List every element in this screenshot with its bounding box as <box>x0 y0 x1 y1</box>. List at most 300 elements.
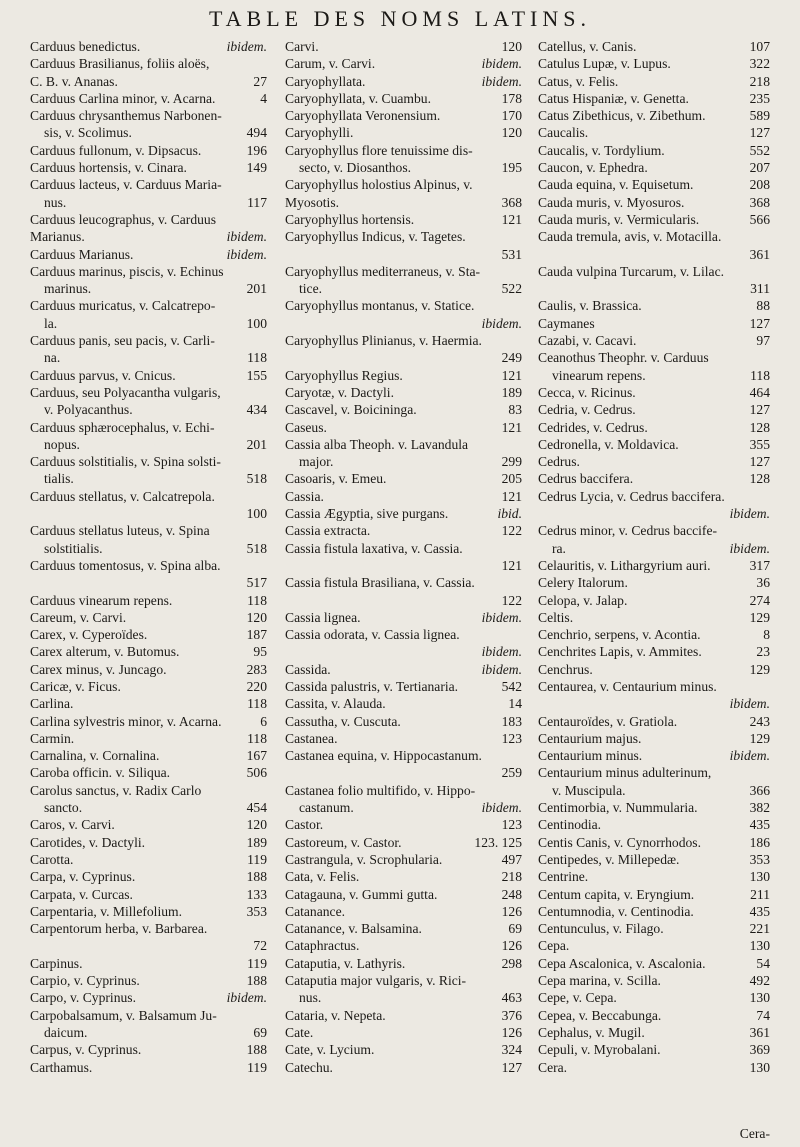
entry-name: v. Polyacanthus. <box>44 402 133 418</box>
index-entry <box>285 436 522 453</box>
entry-name: Celtis. <box>538 609 574 625</box>
index-entry <box>285 540 522 557</box>
index-entry <box>30 609 267 626</box>
entry-name: nus. <box>299 990 322 1006</box>
index-entry <box>538 522 770 539</box>
entry-page <box>263 176 267 193</box>
index-entry <box>285 401 522 418</box>
entry-name: Caroba officin. v. Siliqua. <box>30 765 171 781</box>
index-entry <box>538 332 770 349</box>
entry-page <box>766 263 770 280</box>
entry-name: Cera. <box>538 1059 568 1075</box>
entry-name <box>538 280 746 297</box>
index-entry <box>30 55 267 72</box>
index-entry <box>30 834 267 851</box>
entry-page: 566 <box>749 211 770 227</box>
entry-name: Caryophyllus holostius Alpinus, v. <box>285 177 473 193</box>
entry-name: Carvi. <box>285 39 319 54</box>
entry-name: Cataputia, v. Lathyris. <box>285 955 406 971</box>
entry-name: Cataputia major vulgaris, v. Rici- <box>285 973 467 989</box>
entry-name: Cenchrites Lapis, v. Ammites. <box>538 644 702 660</box>
entry-page: 123. 125 <box>474 834 522 850</box>
entry-name <box>538 246 746 263</box>
entry-name: Carduus Brasilianus, foliis aloës, <box>30 56 210 72</box>
entry-page <box>263 453 267 470</box>
index-entry <box>285 816 522 833</box>
entry-page: 8 <box>763 627 770 643</box>
entry-name: Carduus marinus, piscis, v. Echinus <box>30 263 224 279</box>
entry-name: Centaurium minus adulterinum, <box>538 765 712 781</box>
index-entry <box>538 661 770 678</box>
index-entry <box>285 522 522 539</box>
index-entry <box>30 1007 267 1024</box>
entry-name <box>285 764 498 781</box>
index-entry <box>538 626 770 643</box>
entry-name: marinus. <box>44 281 92 297</box>
entry-name: Castanea folio multifido, v. Hippo- <box>285 782 476 798</box>
entry-name: v. Muscipula. <box>552 782 626 798</box>
entry-name: Cataphractus. <box>285 938 360 954</box>
entry-name: Cassutha, v. Cuscuta. <box>285 713 401 729</box>
entry-page: ibidem. <box>481 609 522 625</box>
entry-name: Caryophyllus Regius. <box>285 367 403 383</box>
entry-page: 120 <box>246 817 267 833</box>
entry-page: 196 <box>246 142 267 158</box>
entry-page: 506 <box>246 765 267 781</box>
index-entry <box>30 297 267 314</box>
entry-page <box>518 142 522 159</box>
entry-page: ibidem. <box>729 696 770 712</box>
index-entry <box>538 505 770 522</box>
entry-page: 368 <box>749 194 770 210</box>
entry-page: 119 <box>247 1059 267 1075</box>
index-entry <box>538 470 770 487</box>
entry-page: 355 <box>749 436 770 452</box>
entry-name: Celopa, v. Jalap. <box>538 592 628 608</box>
entry-name: secto, v. Diosanthos. <box>299 160 412 176</box>
entry-name: Cephalus, v. Mugil. <box>538 1024 645 1040</box>
entry-name: Castanea. <box>285 730 338 746</box>
entry-name: Cassia extracta. <box>285 523 371 539</box>
entry-page: ibidem. <box>226 246 267 262</box>
entry-name: Carpata, v. Curcas. <box>30 886 133 902</box>
index-entry <box>285 453 522 470</box>
entry-page: 205 <box>501 471 522 487</box>
entry-name: Cepe, v. Cepa. <box>538 990 617 1006</box>
entry-name: Centumnodia, v. Centinodia. <box>538 903 694 919</box>
index-entry <box>538 263 770 280</box>
entry-name: Cenchrio, serpens, v. Acontia. <box>538 627 701 643</box>
entry-name: Carduus stellatus luteus, v. Spina <box>30 523 210 539</box>
index-entry <box>538 678 770 695</box>
entry-name: Centaurium majus. <box>538 730 642 746</box>
index-entry <box>30 384 267 401</box>
entry-name: Caucalis. <box>538 125 589 141</box>
entry-page: 128 <box>749 471 770 487</box>
index-entry <box>538 246 770 263</box>
entry-name: Cenchrus. <box>538 661 593 677</box>
index-entry <box>285 176 522 193</box>
entry-page <box>766 678 770 695</box>
entry-name: Cedrus. <box>538 454 580 470</box>
entry-page: 211 <box>750 886 770 902</box>
entry-page: 126 <box>501 903 522 919</box>
index-entry <box>30 419 267 436</box>
entry-name: Carpobalsamum, v. Balsamum Ju- <box>30 1007 217 1023</box>
index-entry <box>538 124 770 141</box>
entry-name: Cepuli, v. Myrobalani. <box>538 1042 661 1058</box>
index-entry <box>285 332 522 349</box>
entry-page: 14 <box>508 696 522 712</box>
entry-page: 542 <box>501 678 522 694</box>
entry-page <box>263 297 267 314</box>
entry-page: 23 <box>756 644 770 660</box>
entry-name <box>285 315 478 332</box>
entry-name: Centauroïdes, v. Gratiola. <box>538 713 678 729</box>
index-entry <box>285 972 522 989</box>
index-entry <box>285 38 522 55</box>
index-entry <box>285 159 522 176</box>
entry-page: 126 <box>501 1024 522 1040</box>
entry-name: tice. <box>299 281 323 297</box>
entry-page <box>518 972 522 989</box>
entry-page: 248 <box>501 886 522 902</box>
entry-page <box>263 384 267 401</box>
index-entry <box>30 1024 267 1041</box>
index-entry <box>30 764 267 781</box>
index-entry <box>30 903 267 920</box>
index-entry <box>538 851 770 868</box>
entry-page: 183 <box>501 713 522 729</box>
index-entry <box>30 661 267 678</box>
entry-name: Careum, v. Carvi. <box>30 609 127 625</box>
entry-page: 353 <box>246 903 267 919</box>
entry-name: Catus Hispaniæ, v. Genetta. <box>538 90 689 106</box>
index-entry <box>538 868 770 885</box>
entry-name: Carpio, v. Cyprinus. <box>30 973 140 989</box>
entry-name: Caryophyllata, v. Cuambu. <box>285 90 431 106</box>
index-entry <box>30 989 267 1006</box>
entry-page: ibidem. <box>226 229 267 245</box>
index-entry <box>30 194 267 211</box>
index-column-3 <box>538 38 770 1076</box>
entry-name: Centaurium minus. <box>538 748 643 764</box>
entry-page <box>263 55 267 72</box>
entry-name: Cataria, v. Nepeta. <box>285 1007 386 1023</box>
entry-name: Carduus hortensis, v. Cinara. <box>30 160 187 176</box>
entry-page: 188 <box>246 973 267 989</box>
entry-name: Cata, v. Felis. <box>285 869 360 885</box>
entry-name: Cassia fistula Brasiliana, v. Cassia. <box>285 575 475 591</box>
entry-name: Carolus sanctus, v. Radix Carlo <box>30 782 202 798</box>
index-entry <box>285 488 522 505</box>
entry-page: ibidem. <box>729 540 770 556</box>
entry-name: Catanance, v. Balsamina. <box>285 921 422 937</box>
entry-page: 118 <box>750 367 770 383</box>
index-entry <box>285 367 522 384</box>
index-entry <box>538 228 770 245</box>
entry-page: 122 <box>501 523 522 539</box>
entry-name <box>30 937 249 954</box>
entry-page: 368 <box>501 194 522 210</box>
entry-name: Carduus leucographus, v. Carduus <box>30 211 216 227</box>
index-entry <box>30 263 267 280</box>
entry-name: Carduus parvus, v. Cnicus. <box>30 367 176 383</box>
index-entry <box>538 609 770 626</box>
entry-page: 454 <box>246 800 267 816</box>
entry-page: 129 <box>749 730 770 746</box>
entry-page: 464 <box>749 384 770 400</box>
entry-page: ibidem. <box>481 73 522 89</box>
entry-name: Caucon, v. Ephedra. <box>538 160 648 176</box>
entry-page: 552 <box>749 142 770 158</box>
entry-name: Carex alterum, v. Butomus. <box>30 644 180 660</box>
entry-page: 497 <box>501 851 522 867</box>
entry-page: 129 <box>749 609 770 625</box>
entry-page: 298 <box>501 955 522 971</box>
index-entry <box>30 799 267 816</box>
index-entry <box>30 626 267 643</box>
entry-page <box>518 626 522 643</box>
entry-name: Carduus, seu Polyacantha vulgaris, <box>30 384 221 400</box>
index-entry <box>30 349 267 366</box>
entry-name: Carduus lacteus, v. Carduus Maria- <box>30 177 222 193</box>
entry-page: 189 <box>501 384 522 400</box>
entry-page: 259 <box>501 765 522 781</box>
entry-page: 243 <box>749 713 770 729</box>
entry-page: 118 <box>247 730 267 746</box>
entry-page: 6 <box>260 713 267 729</box>
index-entry <box>538 730 770 747</box>
entry-page: 126 <box>501 938 522 954</box>
entry-name: Cazabi, v. Cacavi. <box>538 333 637 349</box>
entry-name: Caryophyllus hortensis. <box>285 211 415 227</box>
entry-name: Castanea equina, v. Hippocastanum. <box>285 748 482 764</box>
index-entry <box>538 194 770 211</box>
entry-page: 324 <box>501 1042 522 1058</box>
entry-name: Carduus muricatus, v. Calcatrepo- <box>30 298 216 314</box>
entry-page: 494 <box>246 125 267 141</box>
entry-name: Ceanothus Theophr. v. Carduus <box>538 350 709 366</box>
entry-name: Carum, v. Carvi. <box>285 56 376 72</box>
entry-name: Carduus vinearum repens. <box>30 592 173 608</box>
index-entry <box>30 522 267 539</box>
index-entry <box>538 557 770 574</box>
index-entry <box>285 609 522 626</box>
entry-name: Carduus tomentosus, v. Spina alba. <box>30 557 221 573</box>
entry-page: 130 <box>749 1059 770 1075</box>
entry-page <box>263 522 267 539</box>
entry-page: 361 <box>749 246 770 262</box>
index-entry <box>285 107 522 124</box>
entry-page: 434 <box>246 402 267 418</box>
entry-page: 189 <box>246 834 267 850</box>
index-entry <box>30 695 267 712</box>
entry-name: Catus, v. Felis. <box>538 73 619 89</box>
index-entry <box>538 55 770 72</box>
entry-page: 207 <box>749 160 770 176</box>
entry-name: Cedronella, v. Moldavica. <box>538 436 679 452</box>
entry-page <box>518 263 522 280</box>
entry-page: 518 <box>246 471 267 487</box>
index-entry <box>538 695 770 712</box>
entry-name: Castoreum, v. Castor. <box>285 834 402 850</box>
index-entry <box>538 297 770 314</box>
entry-page: 221 <box>749 921 770 937</box>
entry-name: Carduus fullonum, v. Dipsacus. <box>30 142 202 158</box>
entry-name: Caulis, v. Brassica. <box>538 298 642 314</box>
entry-name: Cassia alba Theoph. v. Lavandula <box>285 436 469 452</box>
index-entry <box>30 453 267 470</box>
index-entry <box>538 159 770 176</box>
entry-name: Carduus Carlina minor, v. Acarna. <box>30 90 216 106</box>
index-entry <box>285 211 522 228</box>
entry-name <box>285 643 478 660</box>
entry-page: 249 <box>501 350 522 366</box>
entry-page: 127 <box>749 454 770 470</box>
entry-page: 283 <box>246 661 267 677</box>
entry-page: 518 <box>246 540 267 556</box>
index-entry <box>538 436 770 453</box>
index-entry <box>538 90 770 107</box>
index-entry <box>538 73 770 90</box>
entry-name: castanum. <box>299 800 354 816</box>
entry-page <box>518 297 522 314</box>
index-entry <box>30 678 267 695</box>
index-entry <box>30 315 267 332</box>
index-entry <box>285 868 522 885</box>
entry-name: Cate. <box>285 1024 314 1040</box>
entry-name: sis, v. Scolimus. <box>44 125 132 141</box>
index-entry <box>285 1007 522 1024</box>
entry-page <box>263 211 267 228</box>
entry-page: 72 <box>253 938 267 954</box>
entry-name: Cassida palustris, v. Tertianaria. <box>285 678 459 694</box>
index-entry <box>30 73 267 90</box>
index-entry <box>285 730 522 747</box>
entry-page: 220 <box>246 678 267 694</box>
index-entry <box>30 851 267 868</box>
entry-name: Caryophyllus flore tenuissime dis- <box>285 142 473 158</box>
index-entry <box>538 592 770 609</box>
entry-page <box>263 488 267 505</box>
index-entry <box>538 401 770 418</box>
entry-name: Cepa. <box>538 938 570 954</box>
index-entry <box>285 937 522 954</box>
entry-name <box>538 695 726 712</box>
index-entry <box>30 228 267 245</box>
entry-name: Caryophyllata. <box>285 73 366 89</box>
entry-page: 369 <box>749 1042 770 1058</box>
index-entry <box>30 38 267 55</box>
entry-page: ibidem. <box>481 644 522 660</box>
entry-page <box>263 263 267 280</box>
index-entry <box>538 1024 770 1041</box>
entry-page: 36 <box>756 575 770 591</box>
entry-page <box>766 228 770 245</box>
index-entry <box>30 747 267 764</box>
entry-name: Cassita, v. Alauda. <box>285 696 386 712</box>
index-entry <box>285 280 522 297</box>
entry-name: Centum capita, v. Eryngium. <box>538 886 695 902</box>
index-entry <box>538 764 770 781</box>
entry-page <box>766 522 770 539</box>
index-entry <box>30 246 267 263</box>
entry-name: Cassida. <box>285 661 331 677</box>
index-entry <box>285 384 522 401</box>
index-entry <box>30 142 267 159</box>
entry-page: ibidem. <box>226 990 267 1006</box>
index-entry <box>30 730 267 747</box>
entry-page <box>518 540 522 557</box>
entry-page: 188 <box>246 869 267 885</box>
index-entry <box>538 782 770 799</box>
index-entry <box>538 1007 770 1024</box>
entry-page: 122 <box>501 592 522 608</box>
index-entry <box>285 903 522 920</box>
index-entry <box>30 436 267 453</box>
entry-name: Caryophyllus mediterraneus, v. Sta- <box>285 263 481 279</box>
index-entry <box>30 782 267 799</box>
entry-page <box>518 228 522 245</box>
entry-name: Cepa Ascalonica, v. Ascalonia. <box>538 955 706 971</box>
entry-name: na. <box>44 350 61 366</box>
entry-page: 69 <box>253 1024 267 1040</box>
entry-page: 83 <box>508 402 522 418</box>
index-entry <box>285 782 522 799</box>
index-entry <box>538 453 770 470</box>
entry-name: Castrangula, v. Scrophularia. <box>285 851 443 867</box>
entry-page: 382 <box>749 800 770 816</box>
entry-page <box>263 782 267 799</box>
entry-name: Cedrus baccifera. <box>538 471 634 487</box>
entry-page: 589 <box>749 108 770 124</box>
index-entry <box>285 695 522 712</box>
entry-page: 120 <box>246 609 267 625</box>
entry-name: Carduus solstitialis, v. Spina solsti- <box>30 454 221 470</box>
entry-name: Cedrides, v. Cedrus. <box>538 419 648 435</box>
entry-page: 531 <box>501 246 522 262</box>
entry-name: Catagauna, v. Gummi gutta. <box>285 886 438 902</box>
index-entry <box>285 713 522 730</box>
entry-page <box>518 574 522 591</box>
entry-page: 133 <box>246 886 267 902</box>
entry-name: Cauda muris, v. Vermicularis. <box>538 211 700 227</box>
entry-page: 178 <box>501 90 522 106</box>
entry-page: 121 <box>501 488 522 504</box>
index-entry <box>538 955 770 972</box>
entry-page: 235 <box>749 90 770 106</box>
entry-name: Catus Zibethicus, v. Zibethum. <box>538 108 706 124</box>
entry-page: 353 <box>749 851 770 867</box>
entry-page: 120 <box>501 39 522 54</box>
entry-page: 118 <box>247 350 267 366</box>
index-entry <box>30 574 267 591</box>
entry-name: Carpentorum herba, v. Barbarea. <box>30 921 208 937</box>
entry-name: Caryotæ, v. Dactyli. <box>285 384 394 400</box>
index-entry <box>285 764 522 781</box>
entry-page: 361 <box>749 1024 770 1040</box>
entry-name: Myosotis. <box>285 194 340 210</box>
entry-name: Cate, v. Lycium. <box>285 1042 375 1058</box>
entry-name: major. <box>299 454 334 470</box>
index-entry <box>285 920 522 937</box>
index-entry <box>30 332 267 349</box>
index-entry <box>285 90 522 107</box>
index-entry <box>30 488 267 505</box>
entry-name: Cecca, v. Ricinus. <box>538 384 636 400</box>
index-entry <box>30 401 267 418</box>
